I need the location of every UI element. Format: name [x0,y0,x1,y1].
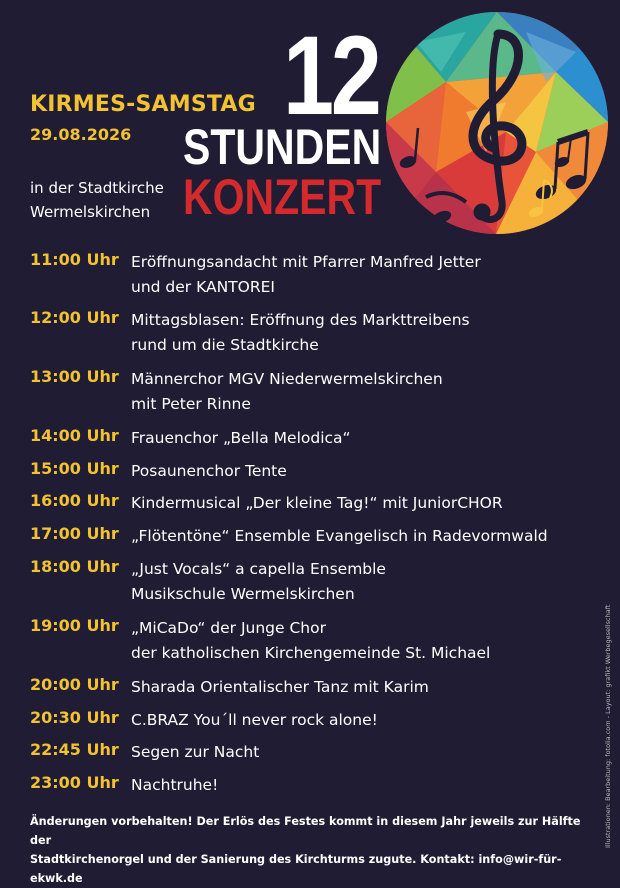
venue [30,176,164,224]
schedule-line: Segen zur Nacht [131,743,260,761]
schedule-time: 17:00 Uhr [30,524,119,543]
schedule-time: 20:00 Uhr [30,675,119,694]
venue-line-1: in der Stadtkirche [30,179,164,197]
schedule-description [131,250,481,300]
schedule-time: 11:00 Uhr [30,250,119,269]
schedule-description [131,367,443,417]
title-stunden: STUNDEN [183,119,382,175]
footer-line-1: Änderungen vorbehalten! Der Erlös des Festes kommt in diesem Jahr jeweils zur Hälfte der [30,815,581,847]
schedule-description [131,773,218,798]
schedule-time: 23:00 Uhr [30,773,119,792]
schedule-line: Männerchor MGV Niederwermelskirchen [131,370,443,388]
schedule-time: 19:00 Uhr [30,616,119,635]
schedule-description [131,426,351,451]
title-number: 12 [283,13,379,138]
schedule-line: und der KANTOREI [131,278,275,296]
schedule-description [131,740,259,765]
schedule-description [131,491,503,516]
schedule-line: Musikschule Wermelskirchen [131,585,355,603]
schedule-line: Nachtruhe! [131,776,219,794]
schedule-line: C.BRAZ You´ll never rock alone! [131,711,378,729]
schedule-description [131,708,378,733]
schedule-line: „MiCaDo“ der Junge Chor [131,619,326,637]
schedule-description [131,616,490,666]
schedule-time: 14:00 Uhr [30,426,119,445]
schedule-time: 20:30 Uhr [30,708,119,727]
schedule-line: der katholischen Kirchengemeinde St. Michael [131,644,491,662]
kirmes-title: KIRMES-SAMSTAG [30,92,256,117]
schedule-line: mit Peter Rinne [131,395,251,413]
schedule-description [131,459,287,484]
schedule-line: „Flötentöne“ Ensemble Evangelisch in Radevormwald [131,527,548,545]
treble-clef-music-notes-icon [386,12,608,234]
schedule-description [131,675,429,700]
schedule-line: Kindermusical „Der kleine Tag!“ mit JuniorCHOR [131,494,503,512]
schedule-time: 18:00 Uhr [30,557,119,576]
footer-line-2: Stadtkirchenorgel und der Sanierung des Kirchturms zugute. Kontakt: info@wir-für-ekwk.de [30,853,562,885]
schedule-time: 16:00 Uhr [30,491,119,510]
schedule-time: 13:00 Uhr [30,367,119,386]
schedule-description [131,557,386,607]
schedule-time: 22:45 Uhr [30,740,119,759]
schedule-line: Mittagsblasen: Eröffnung des Markttreibens [131,311,470,329]
schedule-time: 12:00 Uhr [30,308,119,327]
schedule-line: Eröffnungsandacht mit Pfarrer Manfred Jetter [131,253,481,271]
title-konzert: KONZERT [183,169,382,225]
schedule-line: Posaunenchor Tente [131,462,287,480]
schedule-line: „Just Vocals“ a capella Ensemble [131,560,386,578]
event-date: 29.08.2026 [30,125,132,144]
schedule-time: 15:00 Uhr [30,459,119,478]
schedule-description [131,524,548,549]
schedule-line: Sharada Orientalischer Tanz mit Karim [131,678,429,696]
schedule-line: rund um die Stadtkirche [131,336,319,354]
venue-line-2: Wermelskirchen [30,203,151,221]
schedule-description [131,308,470,358]
credits-note: Illustrationen: Bearbeitung: fotolia.com - Layout: grafikt Werbegesellschaft [604,604,612,848]
footer-note [30,812,595,888]
schedule-line: Frauenchor „Bella Melodica“ [131,429,351,447]
